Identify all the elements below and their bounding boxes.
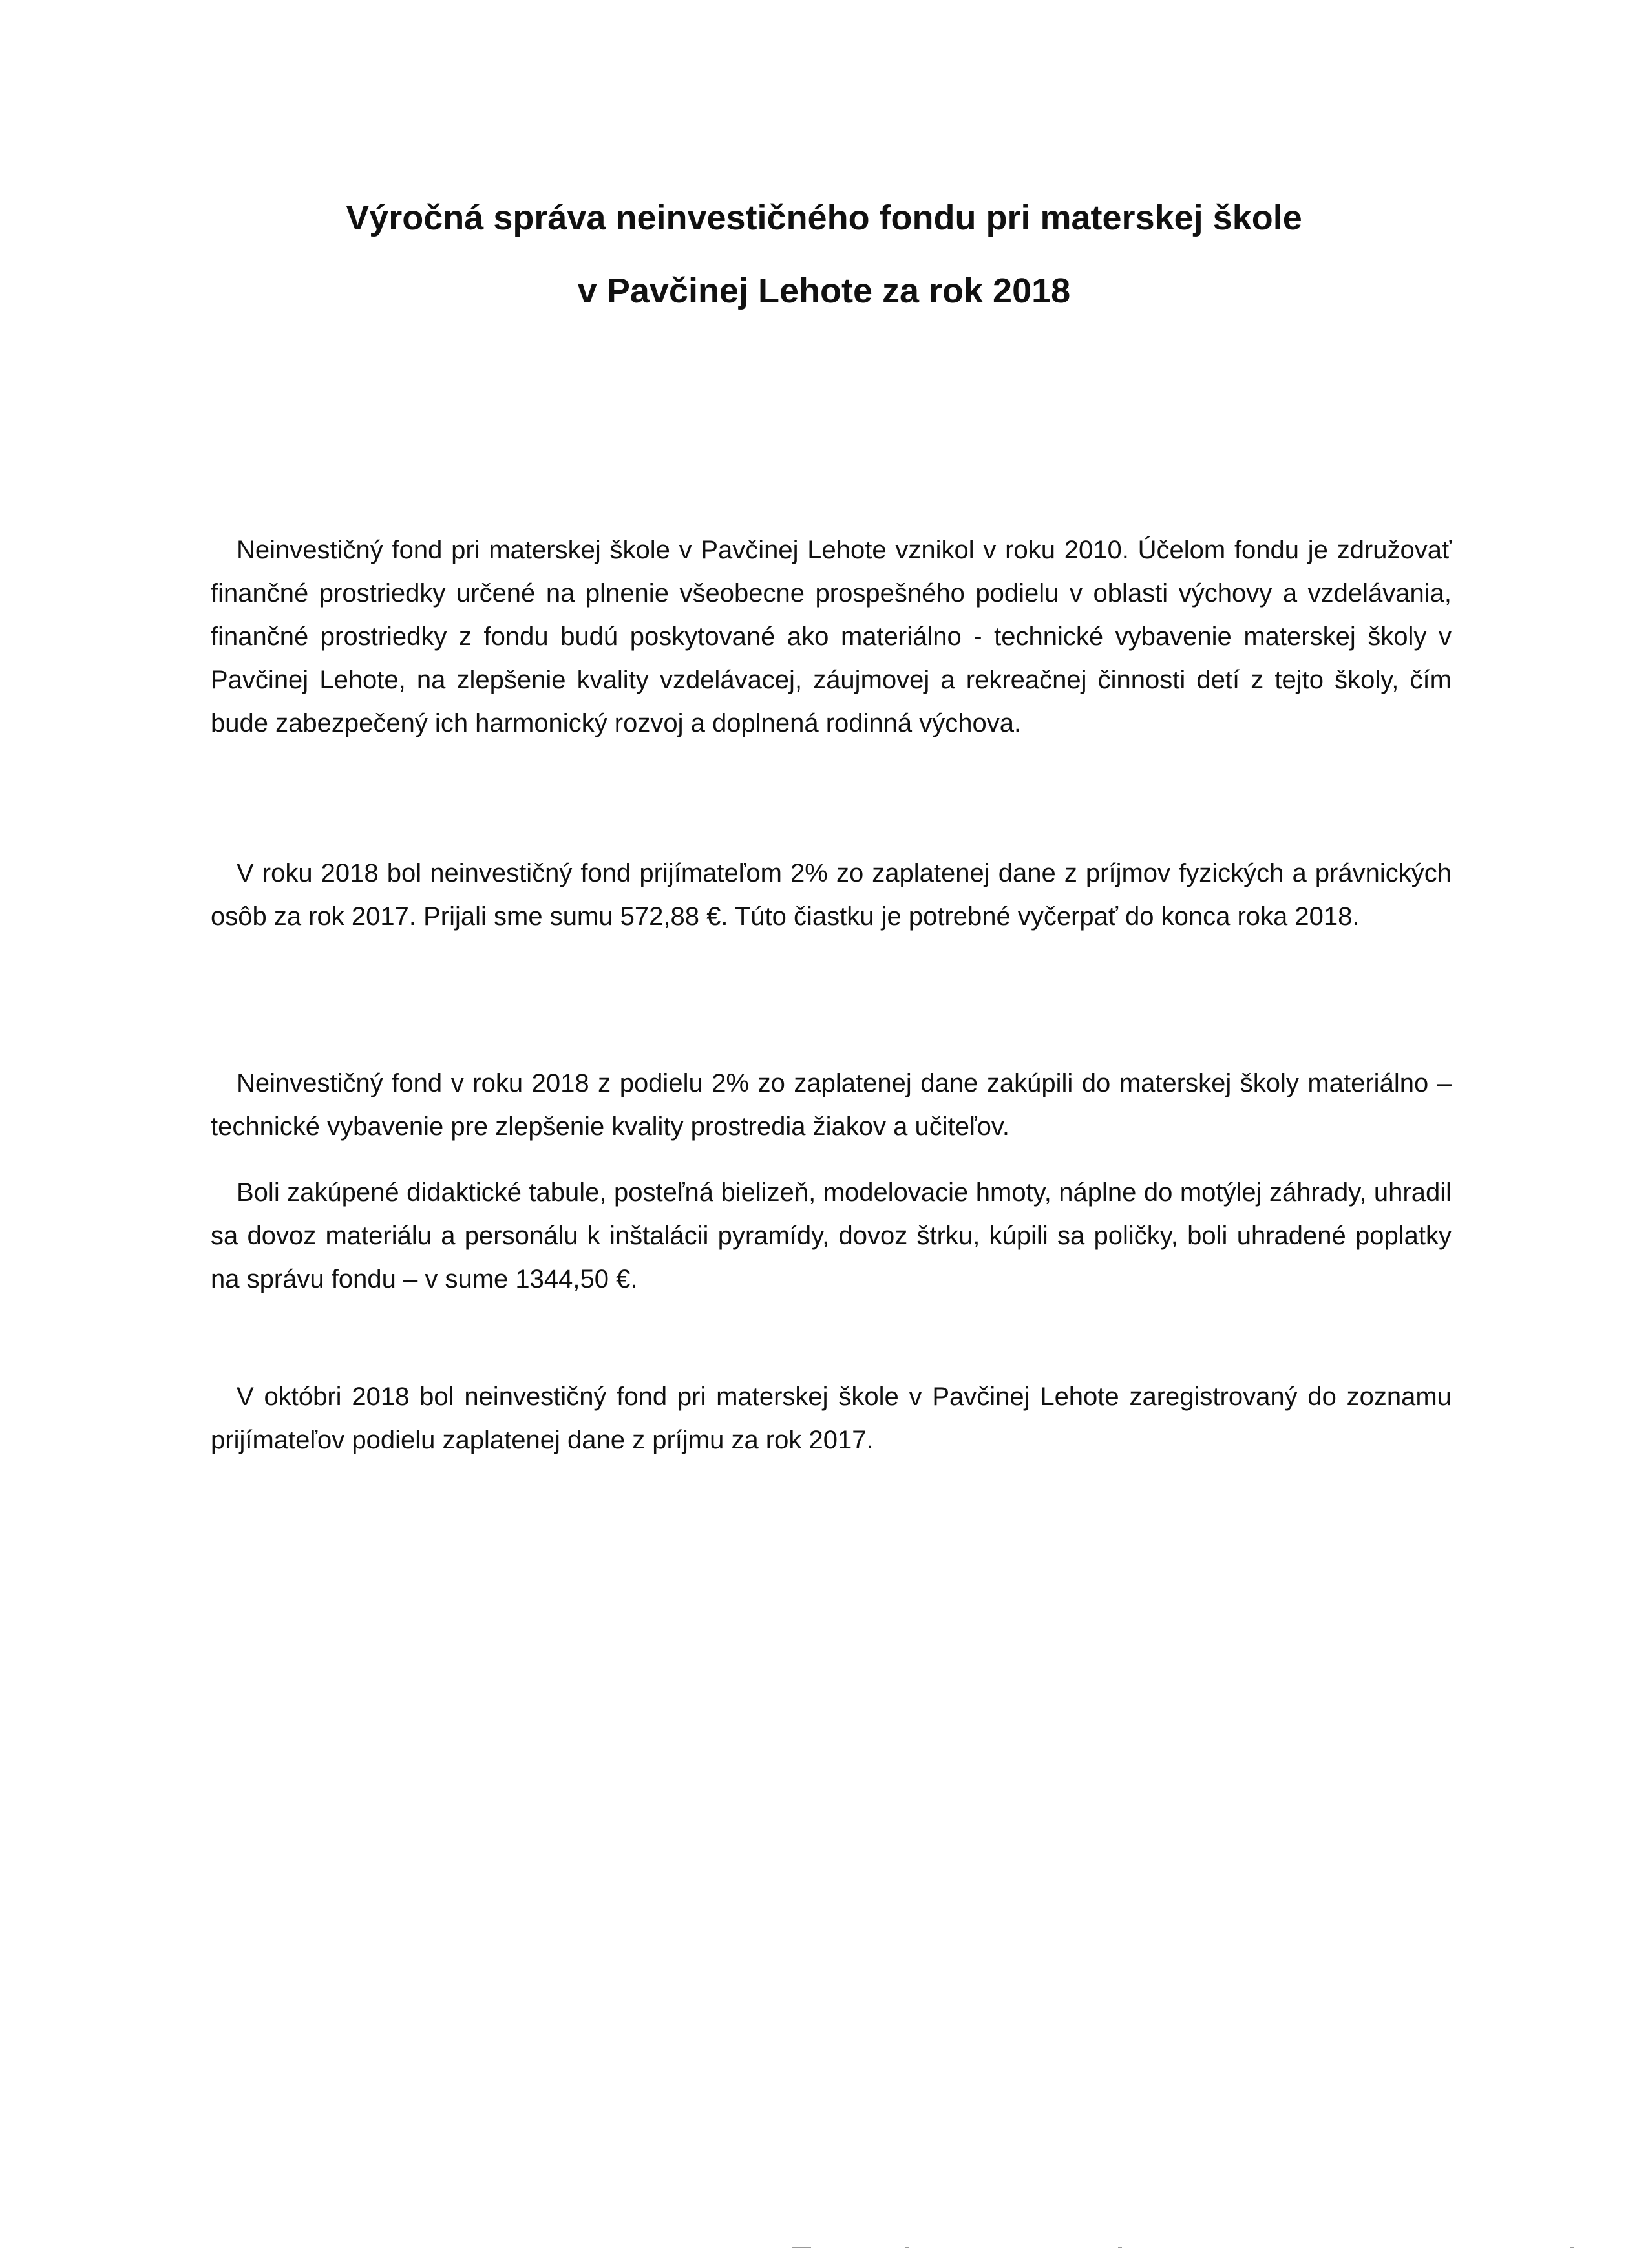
document-title-line-2: v Pavčinej Lehote za rok 2018 [577, 271, 1071, 310]
scan-speck [905, 2247, 909, 2248]
paragraph-purchases-detail: Boli zakúpené didaktické tabule, posteľná bielizeň, modelovacie hmoty, náplne do motýlej záhrady, uhradil sa dovoz materiálu a personálu k inštalácii pyramídy, dovoz štrku, kúpili sa poličky, boli uhradené poplatky na správu fondu – v sume 1344,50 €. [211, 1178, 1452, 1293]
scan-speck [792, 2247, 811, 2248]
paragraph-registration: V októbri 2018 bol neinvestičný fond pri materskej škole v Pavčinej Lehote zaregistrovaný do zoznamu prijímateľov podielu zaplatenej dane z príjmu za rok 2017. [211, 1383, 1452, 1454]
paragraph-purchases-intro: Neinvestičný fond v roku 2018 z podielu 2% zo zaplatenej dane zakúpili do materskej školy materiálno – technické vybavenie pre zlepšenie kvality prostredia žiakov a učiteľov. [211, 1069, 1452, 1141]
paragraph-income-2018: V roku 2018 bol neinvestičný fond prijímateľom 2% zo zaplatenej dane z príjmov fyzických a právnických osôb za rok 2017. Prijali sme sumu 572,88 €. Túto čiastku je potrebné vyčerpať do konca roka 2018. [211, 859, 1452, 931]
document-title-line-1: Výročná správa neinvestičného fondu pri materskej škole [346, 198, 1302, 237]
scan-speck [1118, 2247, 1122, 2248]
paragraph-fund-purpose: Neinvestičný fond pri materskej škole v Pavčinej Lehote vznikol v roku 2010. Účelom fondu je združovať finančné prostriedky určené na plnenie všeobecne prospešného podielu v oblasti výchovy a vzdelávania, finančné prostriedky z fondu budú poskytované ako materiálno - technické vybavenie materskej školy v Pavčinej Lehote, na zlepšenie kvality vzdelávacej, záujmovej a rekreačnej činnosti detí z tejto školy, čím bude zabezpečený ich harmonický rozvoj a doplnená rodinná výchova. [211, 536, 1452, 737]
scan-speck [1570, 2247, 1574, 2248]
